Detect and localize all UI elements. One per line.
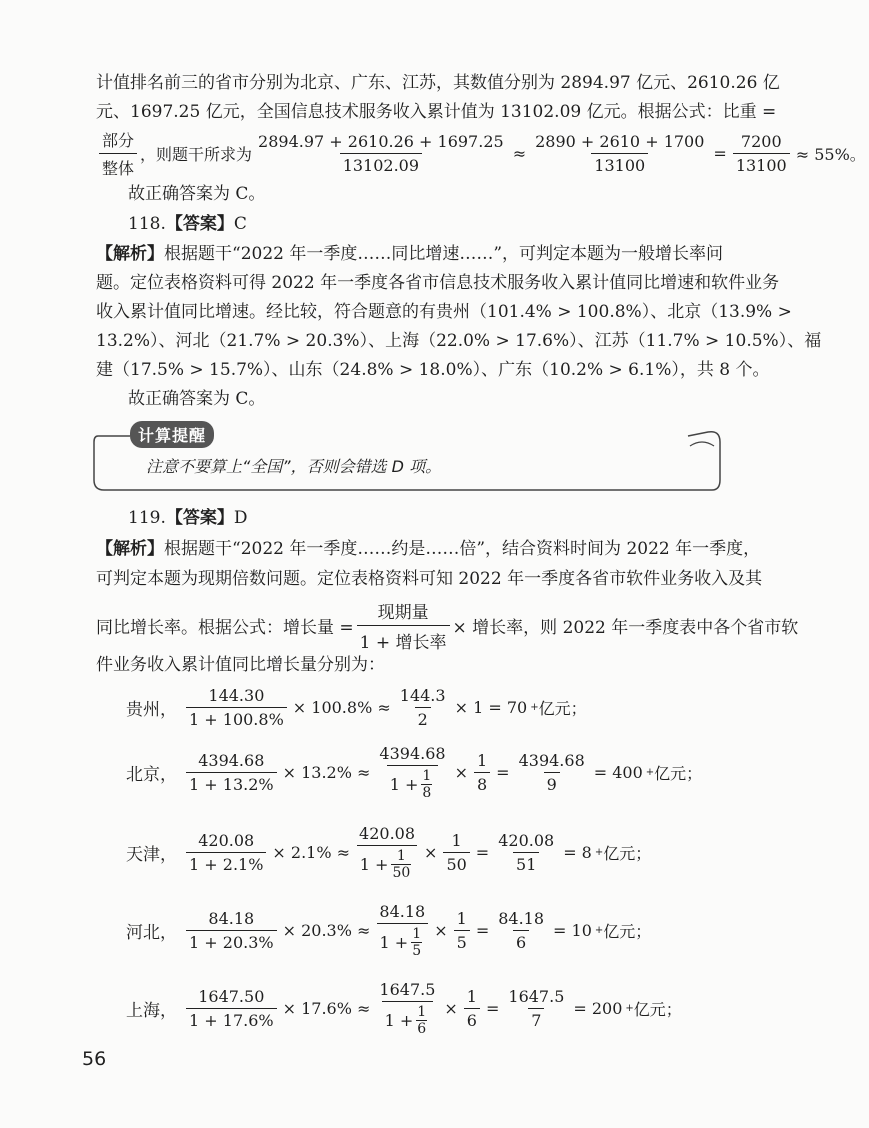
fraction-part-whole: $\frac{\text{部分}}{\text{整体}}$ (99, 128, 137, 179)
q118-conclusion: 故正确答案为 C。 (128, 389, 266, 409)
ratio-formula: $\frac{\text{部分}}{\text{整体}}$ ，则题干所求为 $\frac{2894.97 + 2610.26 + 1697.25}{13102.09}$ ≈ $\frac{2890 + 2610 + 1700}{13100}$ = $\frac{7200}{13100}$ ≈ 55%。 (96, 128, 869, 179)
q118-line-4: 13.2%）、河北（21.7% > 20.3%）、上海（22.0% > 17.6%）、江苏（11.7% > 10.5%）、福 (96, 331, 822, 351)
calc-row: 天津， $\frac{420.08}{1 + 2.1\%}$ × 2.1% ≈ 420.08 1 + $\frac{1}{50}$ × $\frac{1}{50}$ = $\frac{420.08}{51}$ = 8 + 亿元； (126, 824, 652, 881)
intro-line-2: 元、1697.25 亿元，全国信息技术服务收入累计值为 13102.09 亿元。根据公式：比重 = (96, 102, 777, 122)
fraction-result: $\frac{7200}{13100}$ (733, 132, 790, 175)
q118-line-5: 建（17.5% > 15.7%）、山东（24.8% > 18.0%）、广东（10.2% > 6.1%），共 8 个。 (96, 360, 770, 380)
tip-text: 注意不要算上“全国”，否则会错选 D 项。 (146, 457, 442, 476)
intro-line-1: 计值排名前三的省市分别为北京、广东、江苏，其数值分别为 2894.97 亿元、2610.26 亿 (96, 73, 780, 93)
q119-formula-line: 同比增长率。根据公式：增长量 = $\frac{\text{现期量}}{\text{1 + 增长率}}$ × 增长率，则 2022 年一季度表中各个省市软 (96, 598, 798, 653)
q119-heading: 119.【答案】D (128, 508, 248, 528)
q118-heading: 118.【答案】C (128, 214, 247, 234)
q119-line-1: 【解析】根据题干“2022 年一季度……约是……倍”，结合资料时间为 2022 年一季度， (96, 539, 761, 559)
q118-line-3: 收入累计值同比增速。经比较，符合题意的有贵州（101.4% > 100.8%）、北京（13.9% > (96, 302, 792, 322)
q119-line-2: 可判定本题为现期倍数问题。定位表格资料可知 2022 年一季度各省市软件业务收入及其 (96, 569, 763, 589)
calc-row: 贵州， $\frac{144.30}{1 + 100.8\%}$ × 100.8% ≈ $\frac{144.3}{2}$ × 1 = 70 + 亿元； (126, 686, 587, 729)
calc-row: 北京， $\frac{4394.68}{1 + 13.2\%}$ × 13.2% ≈ 4394.68 1 + $\frac{1}{8}$ × $\frac{1}{8}$ = $\frac{4394.68}{9}$ = 400 + 亿元； (126, 744, 703, 801)
q118-line-1: 【解析】根据题干“2022 年一季度……同比增速……”，可判定本题为一般增长率问 (96, 244, 724, 264)
q119-line-4: 件业务收入累计值同比增长量分别为： (96, 655, 385, 675)
tip-badge: 计算提醒 (130, 421, 214, 448)
fraction-growth: $\frac{\text{现期量}}{\text{1 + 增长率}}$ (357, 598, 450, 653)
page-number: 56 (82, 1048, 107, 1070)
fraction-sum: $\frac{2894.97 + 2610.26 + 1697.25}{13102.09}$ (258, 132, 504, 175)
calc-row: 河北， $\frac{84.18}{1 + 20.3\%}$ × 20.3% ≈ 84.18 1 + $\frac{1}{5}$ × $\frac{1}{5}$ = $\frac{84.18}{6}$ = 10 + 亿元； (126, 902, 652, 959)
q118-line-2: 题。定位表格资料可得 2022 年一季度各省市信息技术服务收入累计值同比增速和软件业务 (96, 273, 780, 293)
intro-conclusion: 故正确答案为 C。 (128, 184, 266, 204)
fraction-rounded: $\frac{2890 + 2610 + 1700}{13100}$ (535, 132, 705, 175)
calc-row: 上海， $\frac{1647.50}{1 + 17.6\%}$ × 17.6% ≈ 1647.5 1 + $\frac{1}{6}$ × $\frac{1}{6}$ = $\frac{1647.5}{7}$ = 200 + 亿元； (126, 980, 682, 1037)
